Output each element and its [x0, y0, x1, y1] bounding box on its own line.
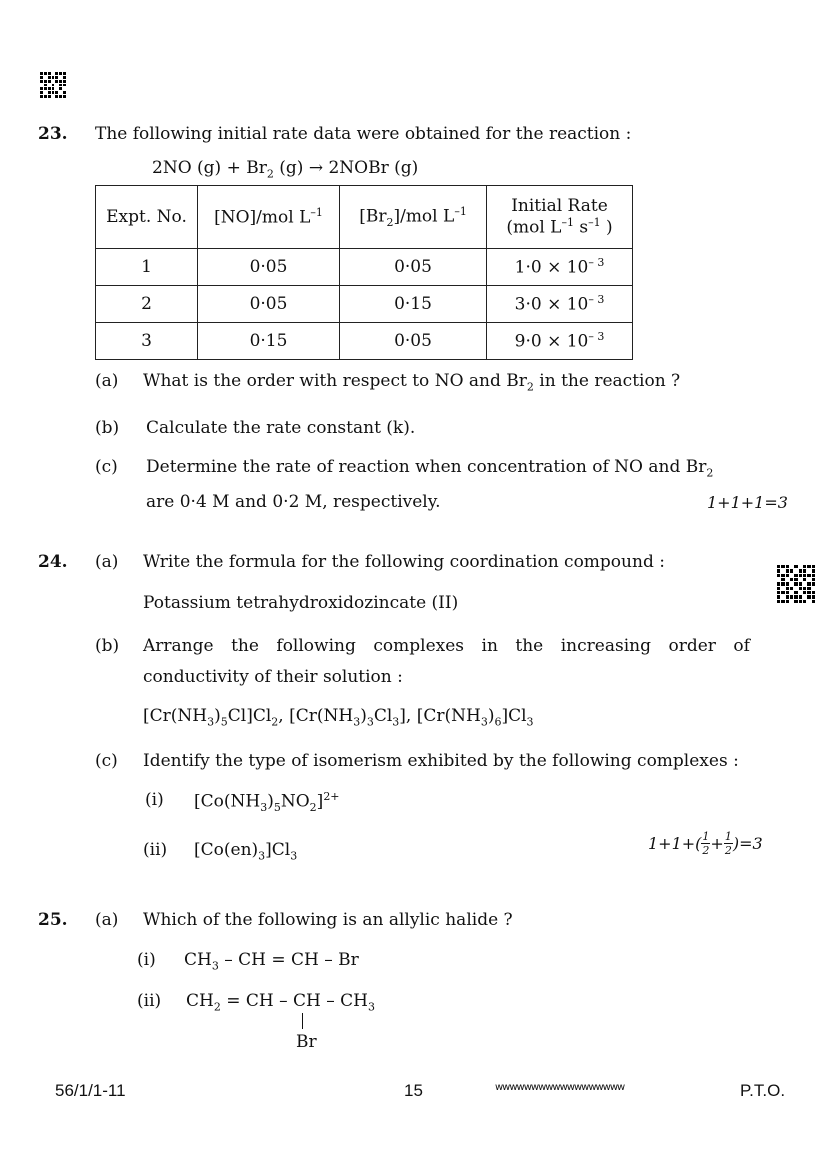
q23-part-b-label: (b) [95, 418, 120, 438]
page-number: 15 [404, 1081, 423, 1100]
q24-part-a-compound: Potassium tetrahydroxidozincate (II) [143, 593, 459, 613]
q23-reaction: 2NO $(g) + Br_2$ (g) → 2NOBr (g) [152, 158, 419, 181]
q24-part-b-label: (b) [95, 636, 120, 656]
q24-marks: 1+1+( $\frac{1}{2}$ + $\frac{1}{2}$ )=3 [648, 830, 763, 857]
table-row [96, 323, 633, 360]
q25-option-ii-formula: $CH_2$ = CH – CH – $CH_3$ [186, 991, 376, 1014]
table-row [96, 286, 633, 323]
paper-code: 56/1/1-11 [55, 1081, 126, 1100]
cell-expt: 3 [96, 323, 198, 360]
fraction-half: $\frac{1}{2}$ [724, 830, 732, 857]
q25-option-ii-br: Br [296, 1032, 317, 1052]
q23-part-c-label: (c) [95, 457, 118, 477]
cell-no: 0·15 [198, 323, 340, 360]
cell-rate: $9\cdot 0 \times 10^{- 3}$ [487, 323, 633, 360]
qr-code-side [777, 565, 815, 603]
cell-br2: 0·05 [340, 249, 487, 286]
q24-part-a-text: Write the formula for the following coordination compound : [143, 552, 665, 572]
q23-part-c-line2: are 0·4 M and 0·2 M, respectively. [146, 492, 441, 512]
q23-part-c-line1: Determine the rate of reaction when concentration of NO and $Br_2$ [146, 457, 714, 480]
q24-part-c-label: (c) [95, 751, 118, 771]
q23-marks: 1+1+1=3 [707, 493, 788, 512]
q24-part-c-i-label: (i) [145, 790, 164, 810]
rate-data-table [95, 185, 633, 360]
header-no-conc: [NO]/mol $L^{-1}$ [198, 186, 340, 249]
q23-part-b-text: Calculate the rate constant (k). [146, 418, 416, 438]
decorative-squiggle: wwwwwwwwwwwwwwwwww [495, 1082, 625, 1093]
fraction-half: $\frac{1}{2}$ [702, 830, 710, 857]
cell-no: 0·05 [198, 249, 340, 286]
pto-label: P.T.O. [740, 1081, 786, 1100]
qr-code-top [40, 72, 66, 98]
question-number-24: 24. [38, 552, 68, 572]
q25-part-a-label: (a) [95, 910, 119, 930]
q24-part-b-line1: Arrange the following complexes in the increasing order of [143, 636, 750, 656]
bond-line [302, 1013, 303, 1029]
header-expt-no: Expt. No. [96, 186, 198, 249]
q24-part-b-line2: conductivity of their solution : [143, 667, 403, 687]
table-row [96, 249, 633, 286]
cell-no: 0·05 [198, 286, 340, 323]
q24-complex-i: $[Co(NH_3)_5NO_2]^{2+}$ [194, 790, 340, 815]
q24-complex-ii: $[Co(en)_3]Cl_3$ [194, 840, 298, 863]
q24-part-a-label: (a) [95, 552, 119, 572]
header-br2-conc: $[Br_2]$/mol $L^{-1}$ [340, 186, 487, 249]
q25-option-i-label: (i) [137, 950, 156, 970]
q25-option-ii-label: (ii) [137, 991, 162, 1011]
question-number-23: 23. [38, 124, 68, 144]
cell-br2: 0·15 [340, 286, 487, 323]
cell-rate: $1\cdot 0 \times 10^{- 3}$ [487, 249, 633, 286]
question-number-25: 25. [38, 910, 68, 930]
q25-option-i-formula: $CH_3$ – CH = CH – Br [184, 950, 359, 973]
cell-expt: 1 [96, 249, 198, 286]
cell-rate: $3\cdot 0 \times 10^{- 3}$ [487, 286, 633, 323]
q23-part-a-text: What is the order with respect to NO and $Br_2$ in the reaction ? [143, 371, 681, 394]
q25-part-a-text: Which of the following is an allylic halide ? [143, 910, 513, 930]
header-initial-rate: Initial Rate (mol $L^{-1}$ $s^{-1}$ ) [487, 186, 633, 249]
q24-complexes: $[Cr(NH_3)_5Cl]Cl_2$, $[Cr(NH_3)_3Cl_3]$, $[Cr(NH_3)_6]Cl_3$ [143, 706, 534, 729]
q24-part-c-ii-label: (ii) [143, 840, 168, 860]
q24-part-c-text: Identify the type of isomerism exhibited by the following complexes : [143, 751, 739, 771]
q23-intro: The following initial rate data were obtained for the reaction : [95, 124, 632, 144]
cell-expt: 2 [96, 286, 198, 323]
q23-part-a-label: (a) [95, 371, 119, 391]
table-header-row [96, 186, 633, 249]
cell-br2: 0·05 [340, 323, 487, 360]
